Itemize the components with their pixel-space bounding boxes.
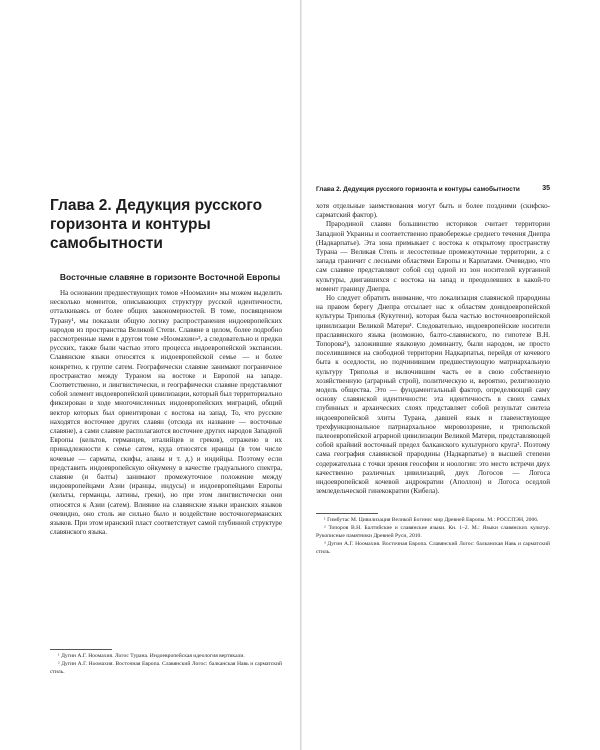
footnote: ³ Дугин А.Г. Ноомахия. Восточная Европа. Славянский Логос: балканская Навь и сарматский стиль. xyxy=(316,541,550,555)
paragraph: На основании предшествующих томов «Ноомахии» мы можем выделить несколько моментов, описывающих структуру русской идентичности, отталкиваясь от более общих закономерностей. В томе, посвященном Турану¹, мы показали общую логику распространения индоевропейских народов из пространства Великой Степи. Славяне в целом, более подробно рассмотренные нами в другом томе «Ноомахии»², а следовательно и предки русских, также были частью этого процесса индоевропейской экспансии. Славянские языки относятся к индоевропейской семье — и более конкретно, к группе сатем. Географически славяне занимают пограничное пространство между Тураном на востоке и Европой на западе. Соответственно, и лингвистически, и географически славяне представляют собой элемент индоевропейской цивилизации, который был территориально фиксирован в ходе многочисленных индоевропейских миграций, общий вектор которых был ориентирован с востока на запад. То, что русские находятся восточнее других славян (отсюда их название — восточные славяне), а сами славяне располагаются восточнее других народов Западной Европы (кельтов, германцев, италийцев и греков), отражено в их принадлежности к семье сатем, куда относятся иранцы (в том числе кочевые — сарматы, скифы, аланы и т. д.) и индийцы. Поэтому если представить индоевропейскую ойкумену в качестве градуального спектра, славяне (и балты) занимают промежуточное положение между индоевропейцами Азии (иранцы, индусы) и индоевропейцами Европы (кельты, германцы, латины, греки), но при этом лингвистически они относятся к Азии (сатем). Влияние на славянские языки иранских языков очевидно, оно столь же сильно было и воздействие восточногерманских языков. При этом иранский пласт соответствует самой глубинной структуре славянского языка. xyxy=(50,289,282,537)
section-title: Восточные славяне в горизонте Восточной Европы xyxy=(59,272,281,282)
footnote-rule xyxy=(316,513,378,514)
footnote: ¹ Дугин А.Г. Ноомахия. Логос Турана. Индоевропейская идеология вертикали. xyxy=(58,653,245,659)
page-number: 35 xyxy=(542,185,550,192)
footnote-rule xyxy=(50,649,112,650)
paragraph: Прародиной славян большинство историков считает территории Западной Украины и соответственно правобережье среднего течения Днепра (Надкарпатье). Эта зона примыкает с востока к открытому пространству Турана — Великая Степь и лесостепные промежуточные территории, а с запада граничит с лесными областями Европы и Карпатами. Очевидно, что сам славяне представляют собой сед одной из зон носителей курганной культуры, двигавшихся с востока на запад и преодолевших в какой-то момент границу Днепра. xyxy=(316,220,550,293)
chapter-title: Глава 2. Дедукция русского горизонта и контуры самобытности xyxy=(50,197,263,252)
paragraph: Но следует обратить внимание, что локализация славянской прародины на правом берегу Днепра отсылает нас к областям доиндоевропейской культуры Триполья (Кукутени), которая была частью восточноевропейской цивилизации Великой Матери¹. Следовательно, индоевропейские носители праславянского языка (возможно, балто-славянского, по гипотезе В.Н. Топорова²), заложившие языковую доминанту, были народом, не просто поселившимся на свободной территории Надкарпатья, перейдя от кочевого быта к оседлости, но подчинившим предшествующую матриархальную культуру Триполья и включившим часть ее в свою собственную хозяйственную (аграрный строй), политическую и, вероятно, религиозную модель общества. Это — фундаментальный фактор, определяющий саму основу славянской идентичности: эта идентичность в своих самых глубинных и архаических слоях представляет собой результат синтеза индоевропейской элиты Турана, давшей язык и главенствующее трехфункциональное патриархальное мировоззрение, и трипольской палеоевропейской аграрной цивилизации Великой Матери, представляющей собой крайний восточный предел балканского культурного круга³. Поэтому сама география славянской прародины (Надкарпатье) в высшей степени содержательна с точки зрения геософии и ноологии: это место встречи двух качественно различных цивилизаций, двух Логосов — Логоса индоевропейской кочевой андрократии (Аполлон) и Логоса оседлой земледельческой гинекократии (Кибела). xyxy=(316,294,550,496)
footnote: ² Топоров В.Н. Балтийские и славянские языки. Кн. 1–2. М.: Языки славянских культур. Рукописные памятники Древней Руси, 2010. xyxy=(316,525,550,539)
right-footnotes xyxy=(316,517,550,557)
paragraph: хотя отдельные заимствования могут быть и более поздними (скифско-сарматский фактор). xyxy=(316,202,550,220)
left-body-text xyxy=(50,289,282,537)
running-head: Глава 2. Дедукция русского горизонта и контуры самобытности xyxy=(316,186,520,193)
footnote: ¹ Гимбутас М. Цивилизация Великой Богини: мир Древней Европы. М.: РОССПЭН, 2006. xyxy=(324,517,539,523)
footnote: ² Дугин А.Г. Ноомахия. Восточная Европа. Славянский Логос: балканская Навь и сарматский стиль. xyxy=(50,661,282,675)
right-body-text xyxy=(316,202,550,497)
left-footnotes xyxy=(50,653,282,677)
